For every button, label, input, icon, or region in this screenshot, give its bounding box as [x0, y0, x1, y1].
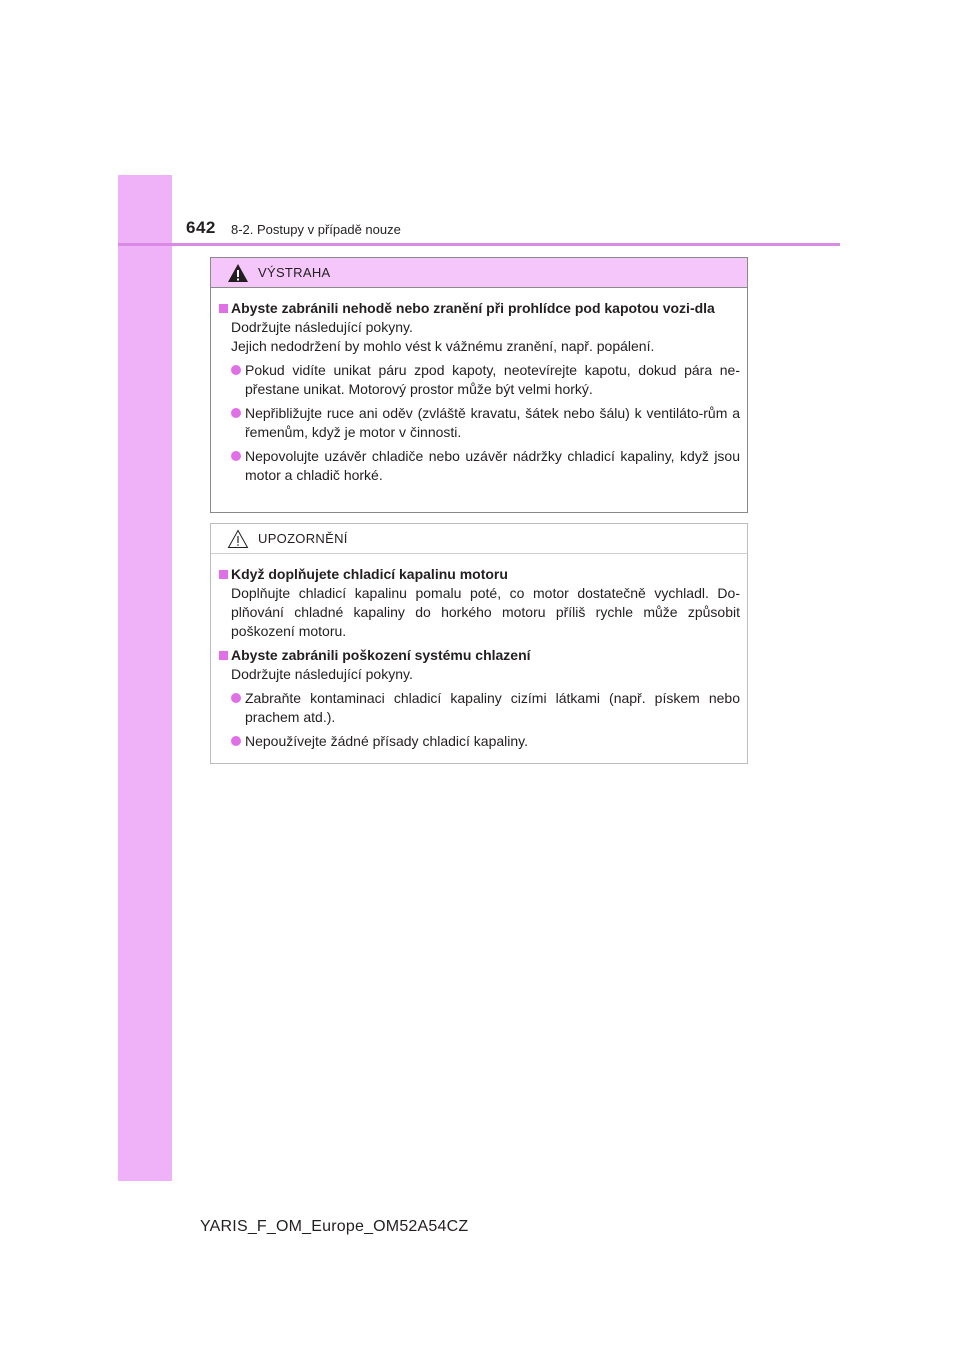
warning-intro-2: Jejich nedodržení by mohlo vést k vážnému zranění, např. popálení. [231, 338, 655, 354]
list-item [231, 732, 740, 751]
warning-triangle-icon [227, 263, 249, 283]
warning-box-body [211, 288, 747, 485]
warning-heading-text: Abyste zabránili nehodě nebo zranění při prohlídce pod kapotou vozi-dla [231, 300, 715, 316]
caution-box-title: UPOZORNĚNÍ [258, 531, 348, 546]
caution-intro: Dodržujte následující pokyny. [231, 666, 413, 682]
caution-box [210, 523, 748, 764]
circle-bullet-icon [231, 693, 241, 703]
caution-heading-text: Abyste zabránili poškození systému chlazení [231, 647, 531, 663]
list-item [231, 404, 740, 442]
square-bullet-icon [219, 570, 228, 579]
list-item-text: Nepovolujte uzávěr chladiče nebo uzávěr nádržky chladicí kapaliny, když jsou motor a chladič horké. [245, 448, 740, 483]
circle-bullet-icon [231, 451, 241, 461]
list-item-text: Nepoužívejte žádné přísady chladicí kapaliny. [245, 733, 529, 749]
list-item [231, 447, 740, 485]
list-item-text: Pokud vidíte unikat páru zpod kapoty, neotevírejte kapotu, dokud pára ne-přestane unikat. Motorový prostor může být velmi horký. [245, 362, 740, 397]
page-number: 642 [186, 218, 216, 237]
list-item [231, 361, 740, 399]
caution-section-heading [219, 565, 740, 584]
warning-intro-1: Dodržujte následující pokyny. [231, 319, 413, 335]
circle-bullet-icon [231, 736, 241, 746]
circle-bullet-icon [231, 408, 241, 418]
list-item [231, 689, 740, 727]
warning-box-title: VÝSTRAHA [258, 265, 331, 280]
list-item-text: Zabraňte kontaminaci chladicí kapaliny cizími látkami (např. pískem nebo prachem atd.). [245, 690, 740, 725]
warning-box-header [211, 258, 747, 288]
caution-heading-text: Když doplňujete chladicí kapalinu motoru [231, 566, 508, 582]
square-bullet-icon [219, 304, 228, 313]
list-item-text: Nepřibližujte ruce ani oděv (zvláště kravatu, šátek nebo šálu) k ventiláto-rům a řemenům, když je motor v činnosti. [245, 405, 740, 440]
caution-box-body [211, 554, 747, 751]
side-color-band [118, 175, 172, 1181]
caution-paragraph: Doplňujte chladicí kapalinu pomalu poté, co motor dostatečně vychladl. Do-plňování chladné kapaliny do horkého motoru příliš rychle může způsobit poškození motoru. [231, 585, 740, 639]
caution-box-header [211, 524, 747, 554]
square-bullet-icon [219, 651, 228, 660]
caution-section-heading [219, 646, 740, 665]
caution-triangle-icon [227, 529, 249, 549]
circle-bullet-icon [231, 365, 241, 375]
warning-box [210, 257, 748, 513]
warning-section-heading [219, 299, 740, 318]
header-rule [118, 243, 840, 246]
section-title: 8-2. Postupy v případě nouze [231, 222, 401, 237]
document-code: YARIS_F_OM_Europe_OM52A54CZ [200, 1218, 469, 1235]
